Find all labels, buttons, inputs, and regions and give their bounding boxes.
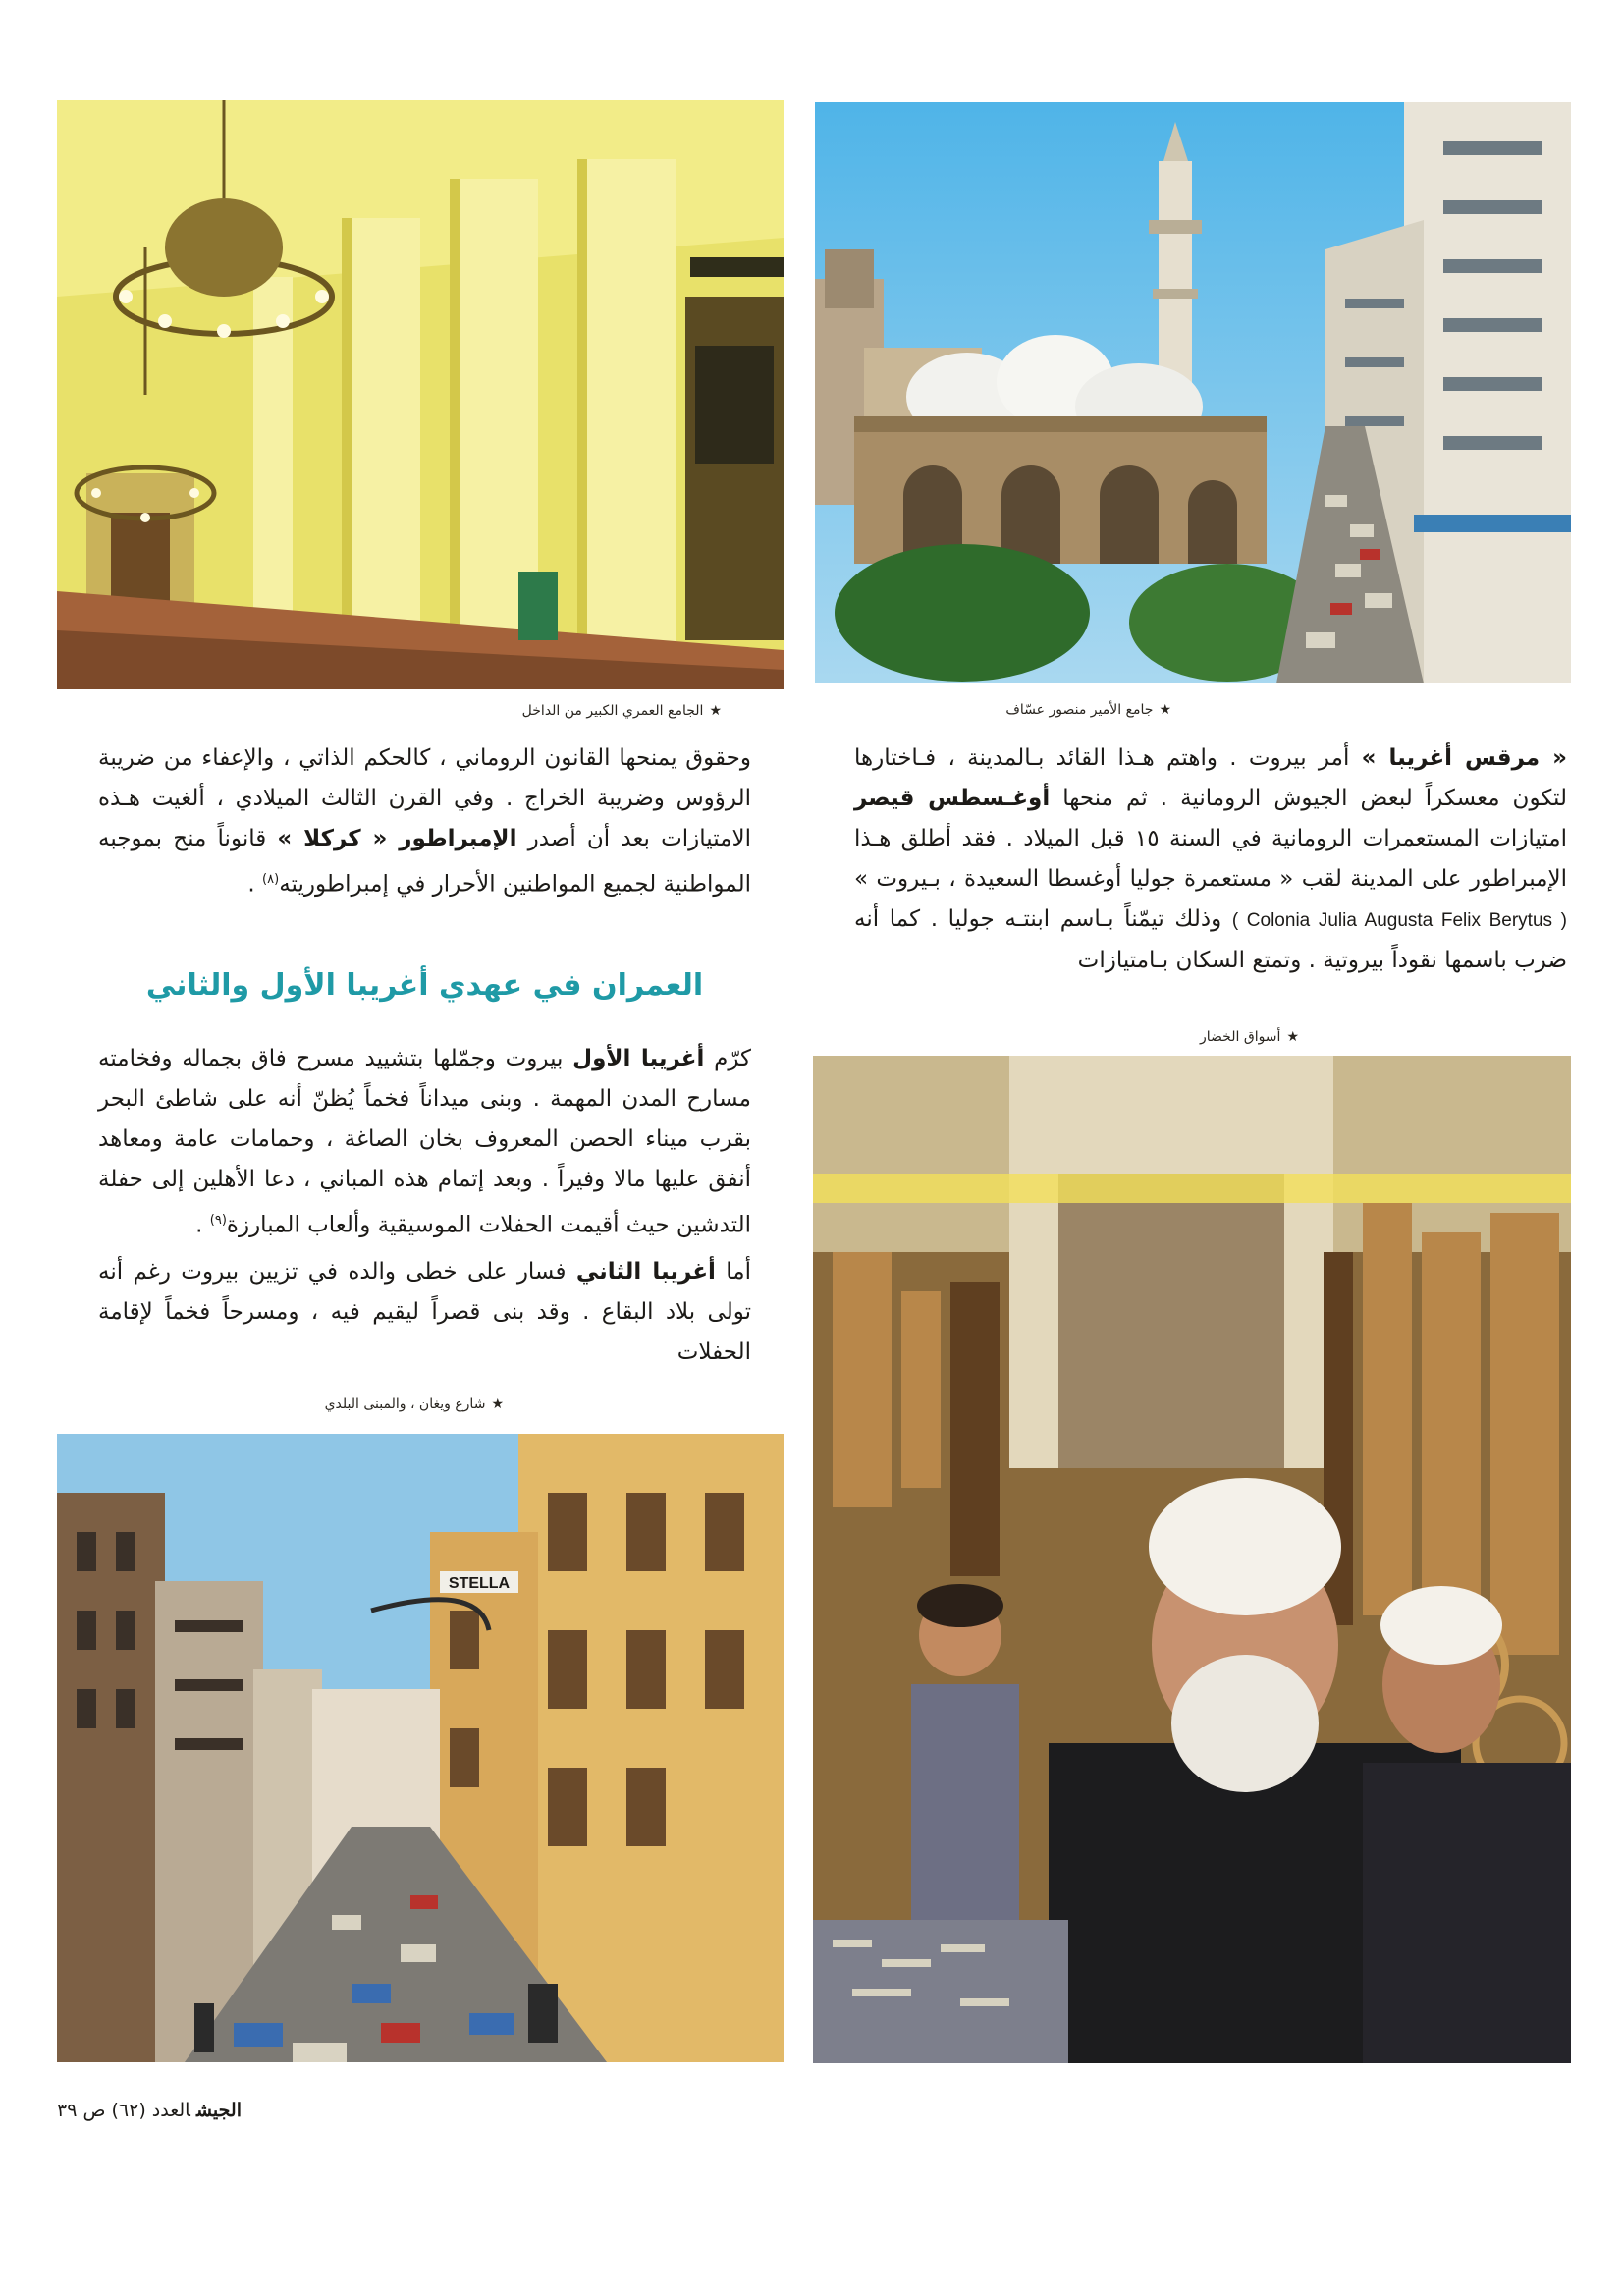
star-icon: ★ (1286, 1029, 1299, 1045)
mosque-exterior-illustration (815, 102, 1571, 683)
vegetable-market-photo (813, 1056, 1571, 2063)
right-column-text (854, 738, 1567, 981)
star-icon: ★ (491, 1396, 504, 1412)
star-icon: ★ (709, 703, 722, 719)
left-column-text-bottom (98, 1039, 751, 1373)
paragraph: « مرقس أغريبا » أمر بيروت . واهتم هـذا القائد بـالمدينة ، فـاختارها لتكون معسكراً لبعض الجيوش الرومانية . ثم منحها أوغـسطس قيصر امتيازات المستعمرات الرومانية في السنة ١٥ قبل الميلاد . فقد أطلق هـذا الإمبراطور على المدينة لقب « مستعمرة جوليا أوغسطا السعيدة ، بـيروت » ( Colonia Julia Augusta Felix Berytus ) وذلك تيمّناً بـاسم ابنتـه جوليا . كما أنه ضرب باسمها نقوداً بيروتية . وتمتع السكان بـامتيازات (854, 745, 1568, 973)
market-illustration (813, 1056, 1571, 2063)
left-column-text-top (98, 738, 751, 905)
weygand-street-photo (57, 1434, 784, 2062)
issue-page: العدد (٦٢) ص ٣٩ (57, 2100, 190, 2121)
page-footer (57, 2100, 242, 2121)
star-icon: ★ (1159, 702, 1171, 718)
paragraph: أما أغريبا الثاني فسار على خطى والده في تزيين بيروت رغم أنه تولى بلاد البقاع . وقد بنى قصراً ليقيم فيه ، ومسرحاً فخماً لإقامة الحفلات (98, 1258, 752, 1365)
mosque-exterior-photo (815, 102, 1571, 683)
section-heading: العمران في عهدي أغريبا الأول والثاني (145, 968, 704, 1003)
mosque-exterior-caption: ★جامع الأمير منصور عسّاف (1005, 702, 1171, 718)
magazine-name: الجيش (195, 2100, 242, 2121)
paragraph: كرّم أغريبا الأول بيروت وجمّلها بتشييد مسرح فاق بجماله وفخامته مسارح المدن المهمة . وبنى ميداناً فخماً يُظنّ أنه على شاطئ البحر بقرب ميناء الحصن المعروف بخان الصاغة ، وحمامات عامة ومعاهد أنفق عليها مالا وفيراً . وبعد إتمام هذه المباني ، دعا الأهلين إلى حفلة التدشين حيث أقيمت الحفلات الموسيقية وألعاب المبارزة$^{(٩)}$ . (98, 1046, 751, 1238)
mosque-interior-illustration (57, 100, 784, 689)
street-illustration (57, 1434, 784, 2062)
mosque-interior-caption: ★الجامع العمري الكبير من الداخل (521, 703, 722, 719)
weygand-street-caption: ★شارع ويغان ، والمبنى البلدي (324, 1396, 504, 1412)
shop-sign: STELLA (448, 1575, 511, 1592)
mosque-interior-photo (57, 100, 784, 689)
vegetable-market-caption: ★أسواق الخضار (1200, 1029, 1299, 1045)
paragraph: وحقوق يمنحها القانون الروماني ، كالحكم الذاتي ، والإعفاء من ضريبة الرؤوس وضريبة الخراج . وفي القرن الثالث الميلادي ، ألغيت هـذه الامتيازات بعد أن أصدر الإمبراطور « كركلا » قانوناً منح بموجبه المواطنية لجميع المواطنين الأحرار في إمبراطوريته$^{(٨)}$ . (98, 745, 751, 898)
